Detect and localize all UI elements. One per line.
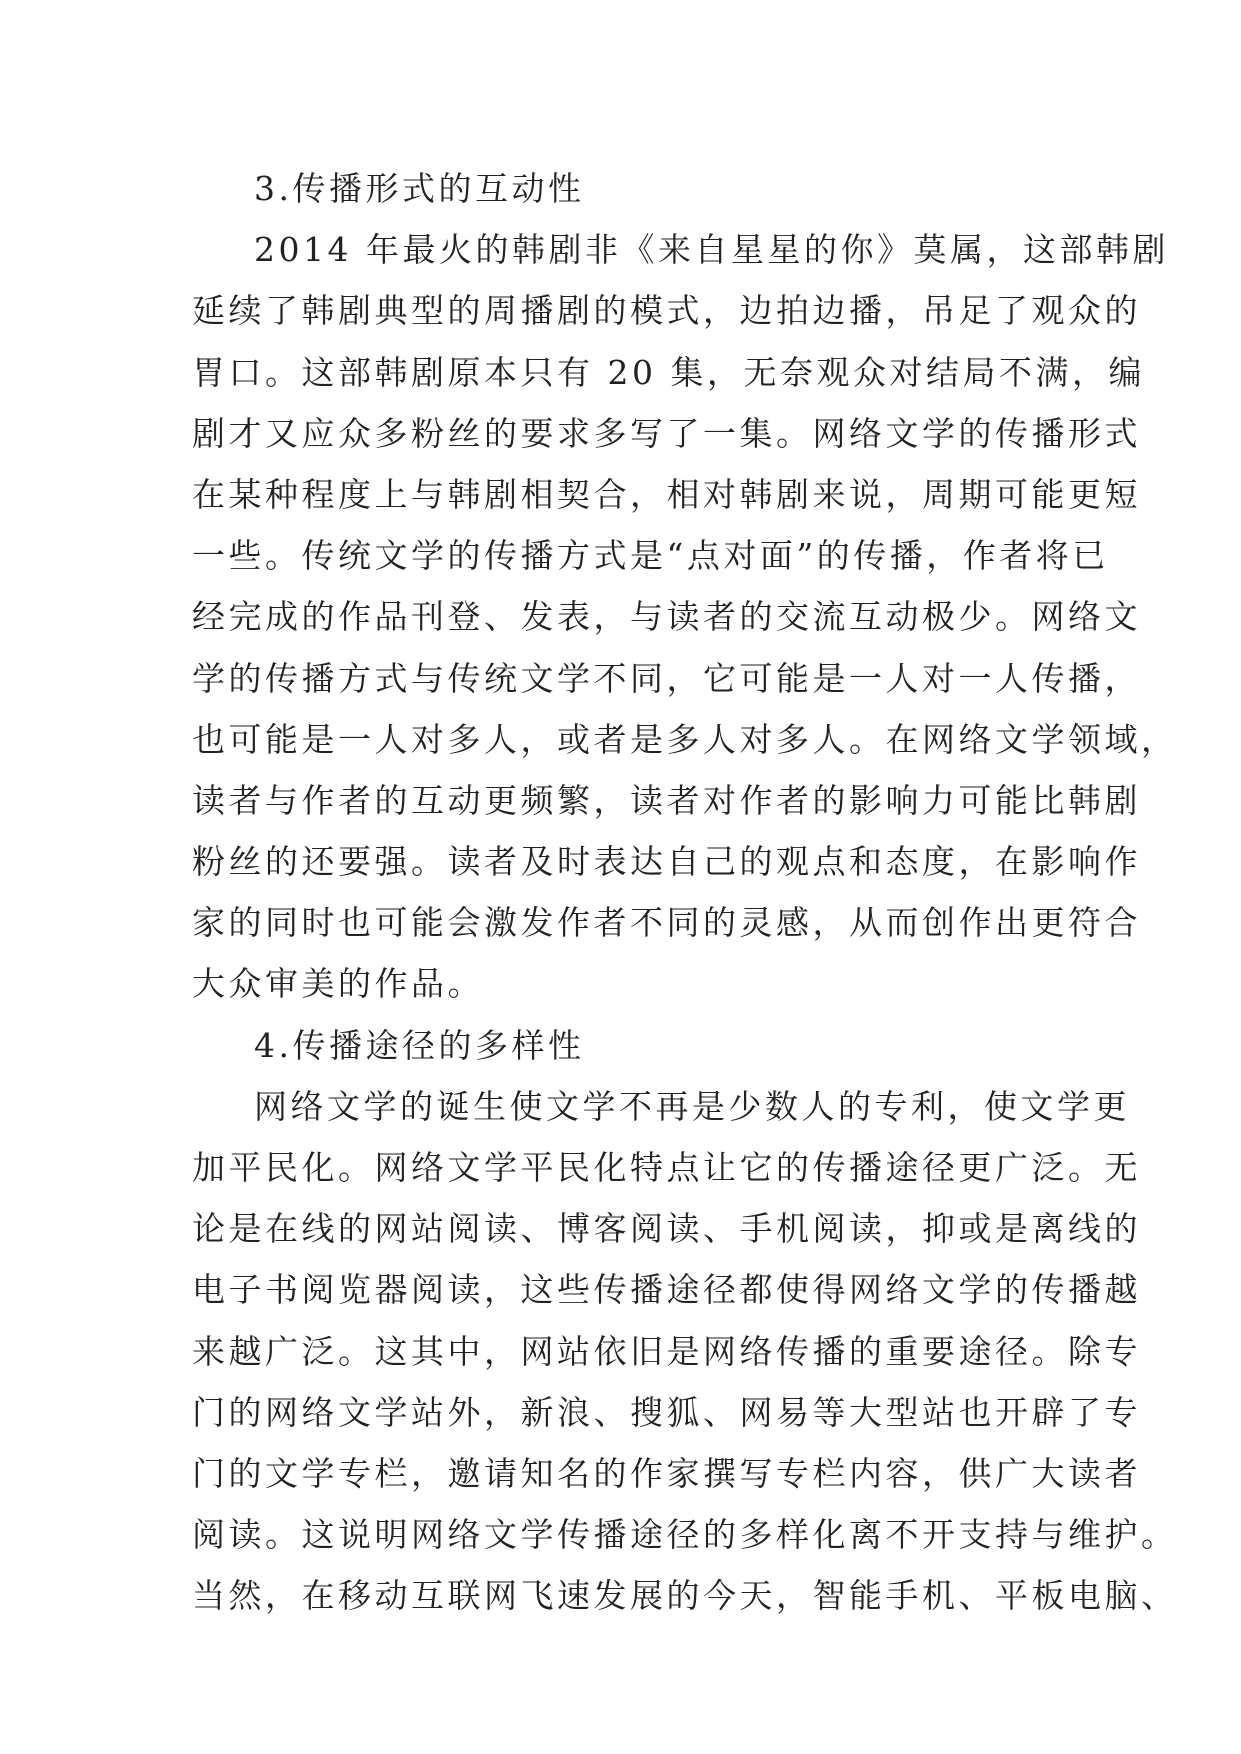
paragraph-line: 粉丝的还要强。读者及时表达自己的观点和态度，在影响作 xyxy=(192,842,1141,882)
section-heading-3: 3.传播形式的互动性 xyxy=(254,169,585,208)
paragraph-line: 当然，在移动互联网飞速发展的今天，智能手机、平板电脑、 xyxy=(192,1576,1178,1616)
paragraph-line: 论是在线的网站阅读、博客阅读、手机阅读，抑或是离线的 xyxy=(192,1209,1141,1249)
paragraph-line: 在某种程度上与韩剧相契合，相对韩剧来说，周期可能更短 xyxy=(192,474,1141,514)
paragraph-line: 阅读。这说明网络文学传播途径的多样化离不开支持与维护。 xyxy=(192,1515,1178,1555)
paragraph-line: 胃口。这部韩剧原本只有 20 集，无奈观众对结局不满，编 xyxy=(192,352,1145,392)
paragraph-line: 延续了韩剧典型的周播剧的模式，边拍边播，吊足了观众的 xyxy=(192,291,1141,331)
paragraph-line: 学的传播方式与传统文学不同，它可能是一人对一人传播， xyxy=(192,658,1141,698)
paragraph-line: 网络文学的诞生使文学不再是少数人的专利，使文学更 xyxy=(254,1086,1130,1126)
paragraph-line: 读者与作者的互动更频繁，读者对作者的影响力可能比韩剧 xyxy=(192,780,1141,820)
paragraph-line: 也可能是一人对多人，或者是多人对多人。在网络文学领域， xyxy=(192,719,1178,759)
paragraph-line: 加平民化。网络文学平民化特点让它的传播途径更广泛。无 xyxy=(192,1148,1141,1187)
paragraph-line: 门的网络文学站外，新浪、搜狐、网易等大型站也开辟了专 xyxy=(192,1392,1141,1432)
document-body xyxy=(192,158,1178,1627)
paragraph-line: 来越广泛。这其中，网站依旧是网络传播的重要途径。除专 xyxy=(192,1331,1141,1371)
paragraph-line: 家的同时也可能会激发作者不同的灵感，从而创作出更符合 xyxy=(192,903,1141,943)
paragraph-line: 大众审美的作品。 xyxy=(192,964,484,1004)
paragraph-line: 经完成的作品刊登、发表，与读者的交流互动极少。网络文 xyxy=(192,597,1141,637)
section-heading-4: 4.传播途径的多样性 xyxy=(254,1025,585,1065)
paragraph-line: 2014 年最火的韩剧非《来自星星的你》莫属，这部韩剧 xyxy=(254,230,1169,270)
paragraph-line: 剧才又应众多粉丝的要求多写了一集。网络文学的传播形式 xyxy=(192,413,1141,453)
paragraph-line: 一些。传统文学的传播方式是“点对面”的传播，作者将已 xyxy=(192,536,1109,576)
paragraph-line: 电子书阅览器阅读，这些传播途径都使得网络文学的传播越 xyxy=(192,1270,1141,1310)
paragraph-line: 门的文学专栏，邀请知名的作家撰写专栏内容，供广大读者 xyxy=(192,1453,1141,1493)
